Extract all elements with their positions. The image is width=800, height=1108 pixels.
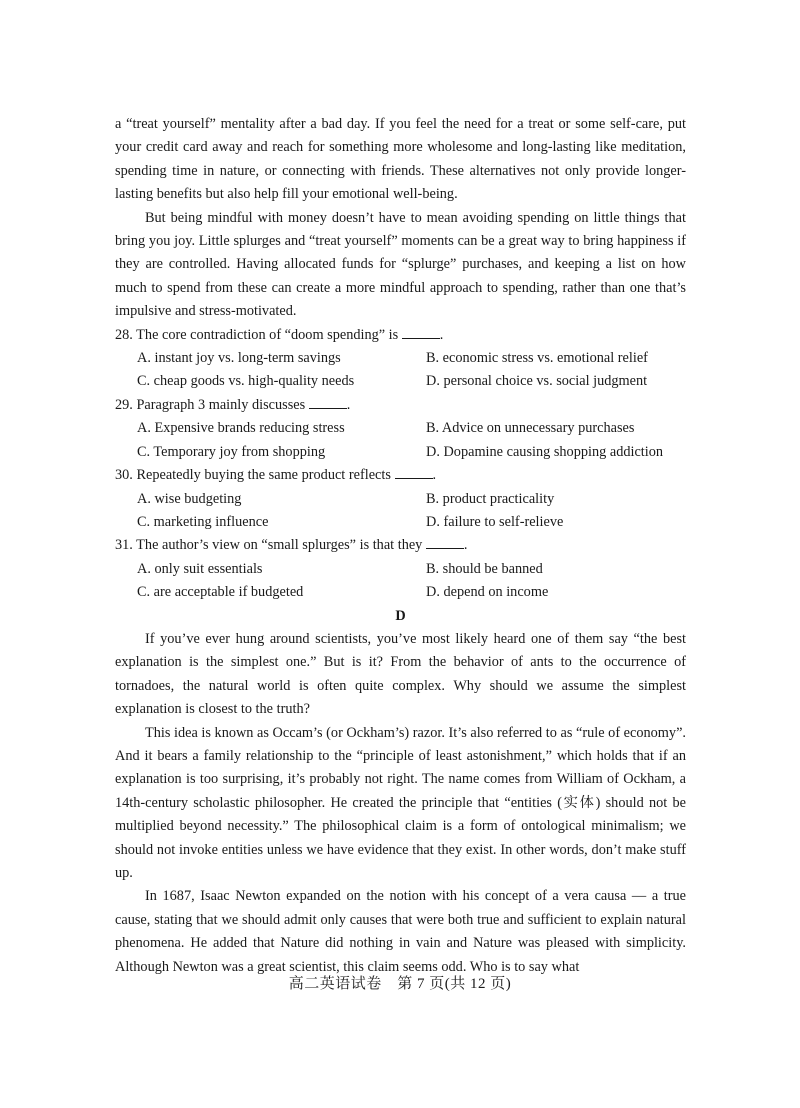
options: [115, 558, 686, 605]
paragraph-continued: a “treat yourself” mentality after a bad day. If you feel the need for a treat or some self-care, put your credit card away and reach for something more wholesome and long-lasting like meditation, spending time in nature, or connecting with friends. These alternatives not only provide longer-lasting benefits but also help fill your emotional well-being.: [115, 116, 686, 203]
paragraph-d-1: If you’ve ever hung around scientists, you’ve most likely heard one of them say “the best explanation is the simplest one.” But is it? From the behavior of ants to the occurrence of tornadoes, the natural world is often quite complex. Why should we assume the simplest explanation is closest to the truth?: [115, 630, 686, 718]
answer-blank: [395, 465, 433, 479]
paragraph-d-2: This idea is known as Occam’s (or Ockham’s) razor. It’s also referred to as “rule of economy”. And it bears a family relationship to the “principle of least astonishment,” which holds that if an explanation is too surprising, it’s probably not right. The name comes from William of Ockham, a 14th-century scholastic philosopher. He created the principle that “entities (实体) should not be multiplied beyond necessity.” The philosophical claim is a form of ontological minimalism; we should not invoke entities unless we have evidence that they exist. In other words, don’t make stuff up.: [115, 724, 686, 881]
option-b: B. Advice on unnecessary purchases: [426, 420, 635, 437]
page-content: [115, 113, 686, 979]
option-d: D. Dopamine causing shopping addiction: [426, 443, 664, 460]
option-c: C. are acceptable if budgeted: [137, 584, 304, 601]
option-b: B. should be banned: [426, 560, 543, 577]
question-28: [115, 324, 686, 394]
answer-blank: [426, 535, 464, 549]
answer-blank: [402, 325, 440, 339]
option-c: C. cheap goods vs. high-quality needs: [137, 373, 355, 390]
question-stem: 30. Repeatedly buying the same product reflects .: [115, 467, 437, 484]
section-title-d: D: [395, 607, 406, 624]
question-31: [115, 534, 686, 604]
paragraph-mindful-spending: But being mindful with money doesn’t have to mean avoiding spending on little things that bring you joy. Little splurges and “treat yourself” moments can be a great way to bring happiness if they are controlled. Having allocated funds for “splurge” purchases, and keeping a list on how much to spend from these can create a more mindful approach to spending, rather than one that’s impulsive and stress-motivated.: [115, 209, 686, 320]
option-d: D. depend on income: [426, 584, 549, 601]
options: [115, 347, 686, 394]
option-a: A. only suit essentials: [137, 560, 263, 577]
answer-blank: [309, 395, 347, 409]
question-30: [115, 464, 686, 534]
paragraph-d-3: In 1687, Isaac Newton expanded on the notion with his concept of a vera causa — a true cause, stating that we should admit only causes that were both true and sufficient to explain natural phenomena. He added that Nature did nothing in vain and Nature was pleased with simplicity. Although Newton was a great scientist, this claim seems odd. Who is to say what: [115, 888, 686, 975]
options: [115, 417, 686, 464]
option-a: A. wise budgeting: [137, 490, 242, 507]
option-b: B. product practicality: [426, 490, 555, 507]
option-d: D. failure to self-relieve: [426, 513, 564, 530]
page-footer: 高二英语试卷 第 7 页(共 12 页): [288, 976, 512, 992]
option-a: A. Expensive brands reducing stress: [137, 420, 345, 437]
option-c: C. Temporary joy from shopping: [137, 443, 326, 460]
option-d: D. personal choice vs. social judgment: [426, 373, 648, 390]
question-29: [115, 394, 686, 464]
question-stem: 28. The core contradiction of “doom spending” is .: [115, 326, 444, 343]
options: [115, 488, 686, 535]
option-c: C. marketing influence: [137, 513, 269, 530]
option-b: B. economic stress vs. emotional relief: [426, 350, 648, 367]
question-stem: 31. The author’s view on “small splurges” is that they .: [115, 537, 468, 554]
question-stem: 29. Paragraph 3 mainly discusses .: [115, 396, 351, 413]
option-a: A. instant joy vs. long-term savings: [137, 350, 341, 367]
